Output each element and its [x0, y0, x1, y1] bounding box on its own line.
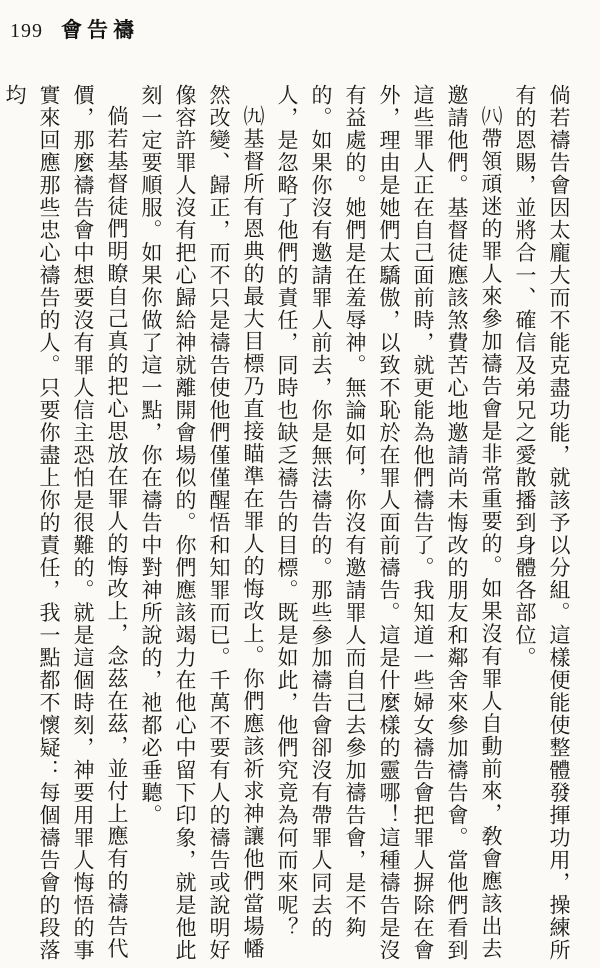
paragraph-1: 倘若禱告會因太龐大而不能克盡功能，就該予以分組。這樣便能使整體發揮功用，操練所有的恩賜，並將合一、確信及弟兄之愛散播到身體各部位。 — [513, 84, 571, 962]
body-text — [3, 84, 576, 962]
paragraph-2: ㈧帶領頑迷的罪人來參加禱告會是非常重要的。如果沒有罪人自動前來，敎會應該出去邀請他們。基督徒應該煞費苦心地邀請尚未悔改的朋友和鄰舍來參加禱告會。當他們看到這些罪人正在自己面前時，就更能為他們禱告了。我知道一些婦女禱告會把罪人摒除在會外，理由是她們太驕傲，以致不恥於在罪人面前禱告。這是什麼樣的靈哪！這種禱告是沒有益處的。她們是在羞辱神。無論如何，你沒有邀請罪人而自己去參加禱告會，是不夠的。如果你沒有邀請罪人前去，你是無法禱告的。那些參加禱告會卻沒有帶罪人同去的人，是忽略了他們的責任，同時也缺乏禱告的目標。既是如此，他們究竟為何而來呢？ — [275, 84, 503, 962]
paragraph-4: 倘若基督徒們明瞭自己真的把心思放在罪人的悔改上，念茲在茲，並付上應有的禱告代價，那麼禱告會中想要沒有罪人信主恐怕是很難的。就是這個時刻，神要用罪人悔悟的事實來回應那些忠心禱告的人。只要你盡上你的責任，我一點都不懷疑：每個禱告會的段落均 — [3, 84, 129, 962]
running-head — [10, 14, 139, 44]
running-title: 會告禱 — [61, 18, 139, 42]
page-number: 199 — [10, 20, 43, 42]
paragraph-3: ㈨基督所有恩典的最大目標乃直接瞄準在罪人的悔改上。你們應該祈求神讓他們當場幡然改變、歸正，而不只是禱告使他們僅僅醒悟和知罪而已。千萬不要有人的禱告或說明好像容許罪人沒有把心歸給神就離開會場似的。你們應該竭力在他心中留下印象，就是他此刻一定要順服。如果你做了這一點，你在禱告中對神所說的，祂都必垂聽。 — [139, 84, 265, 962]
